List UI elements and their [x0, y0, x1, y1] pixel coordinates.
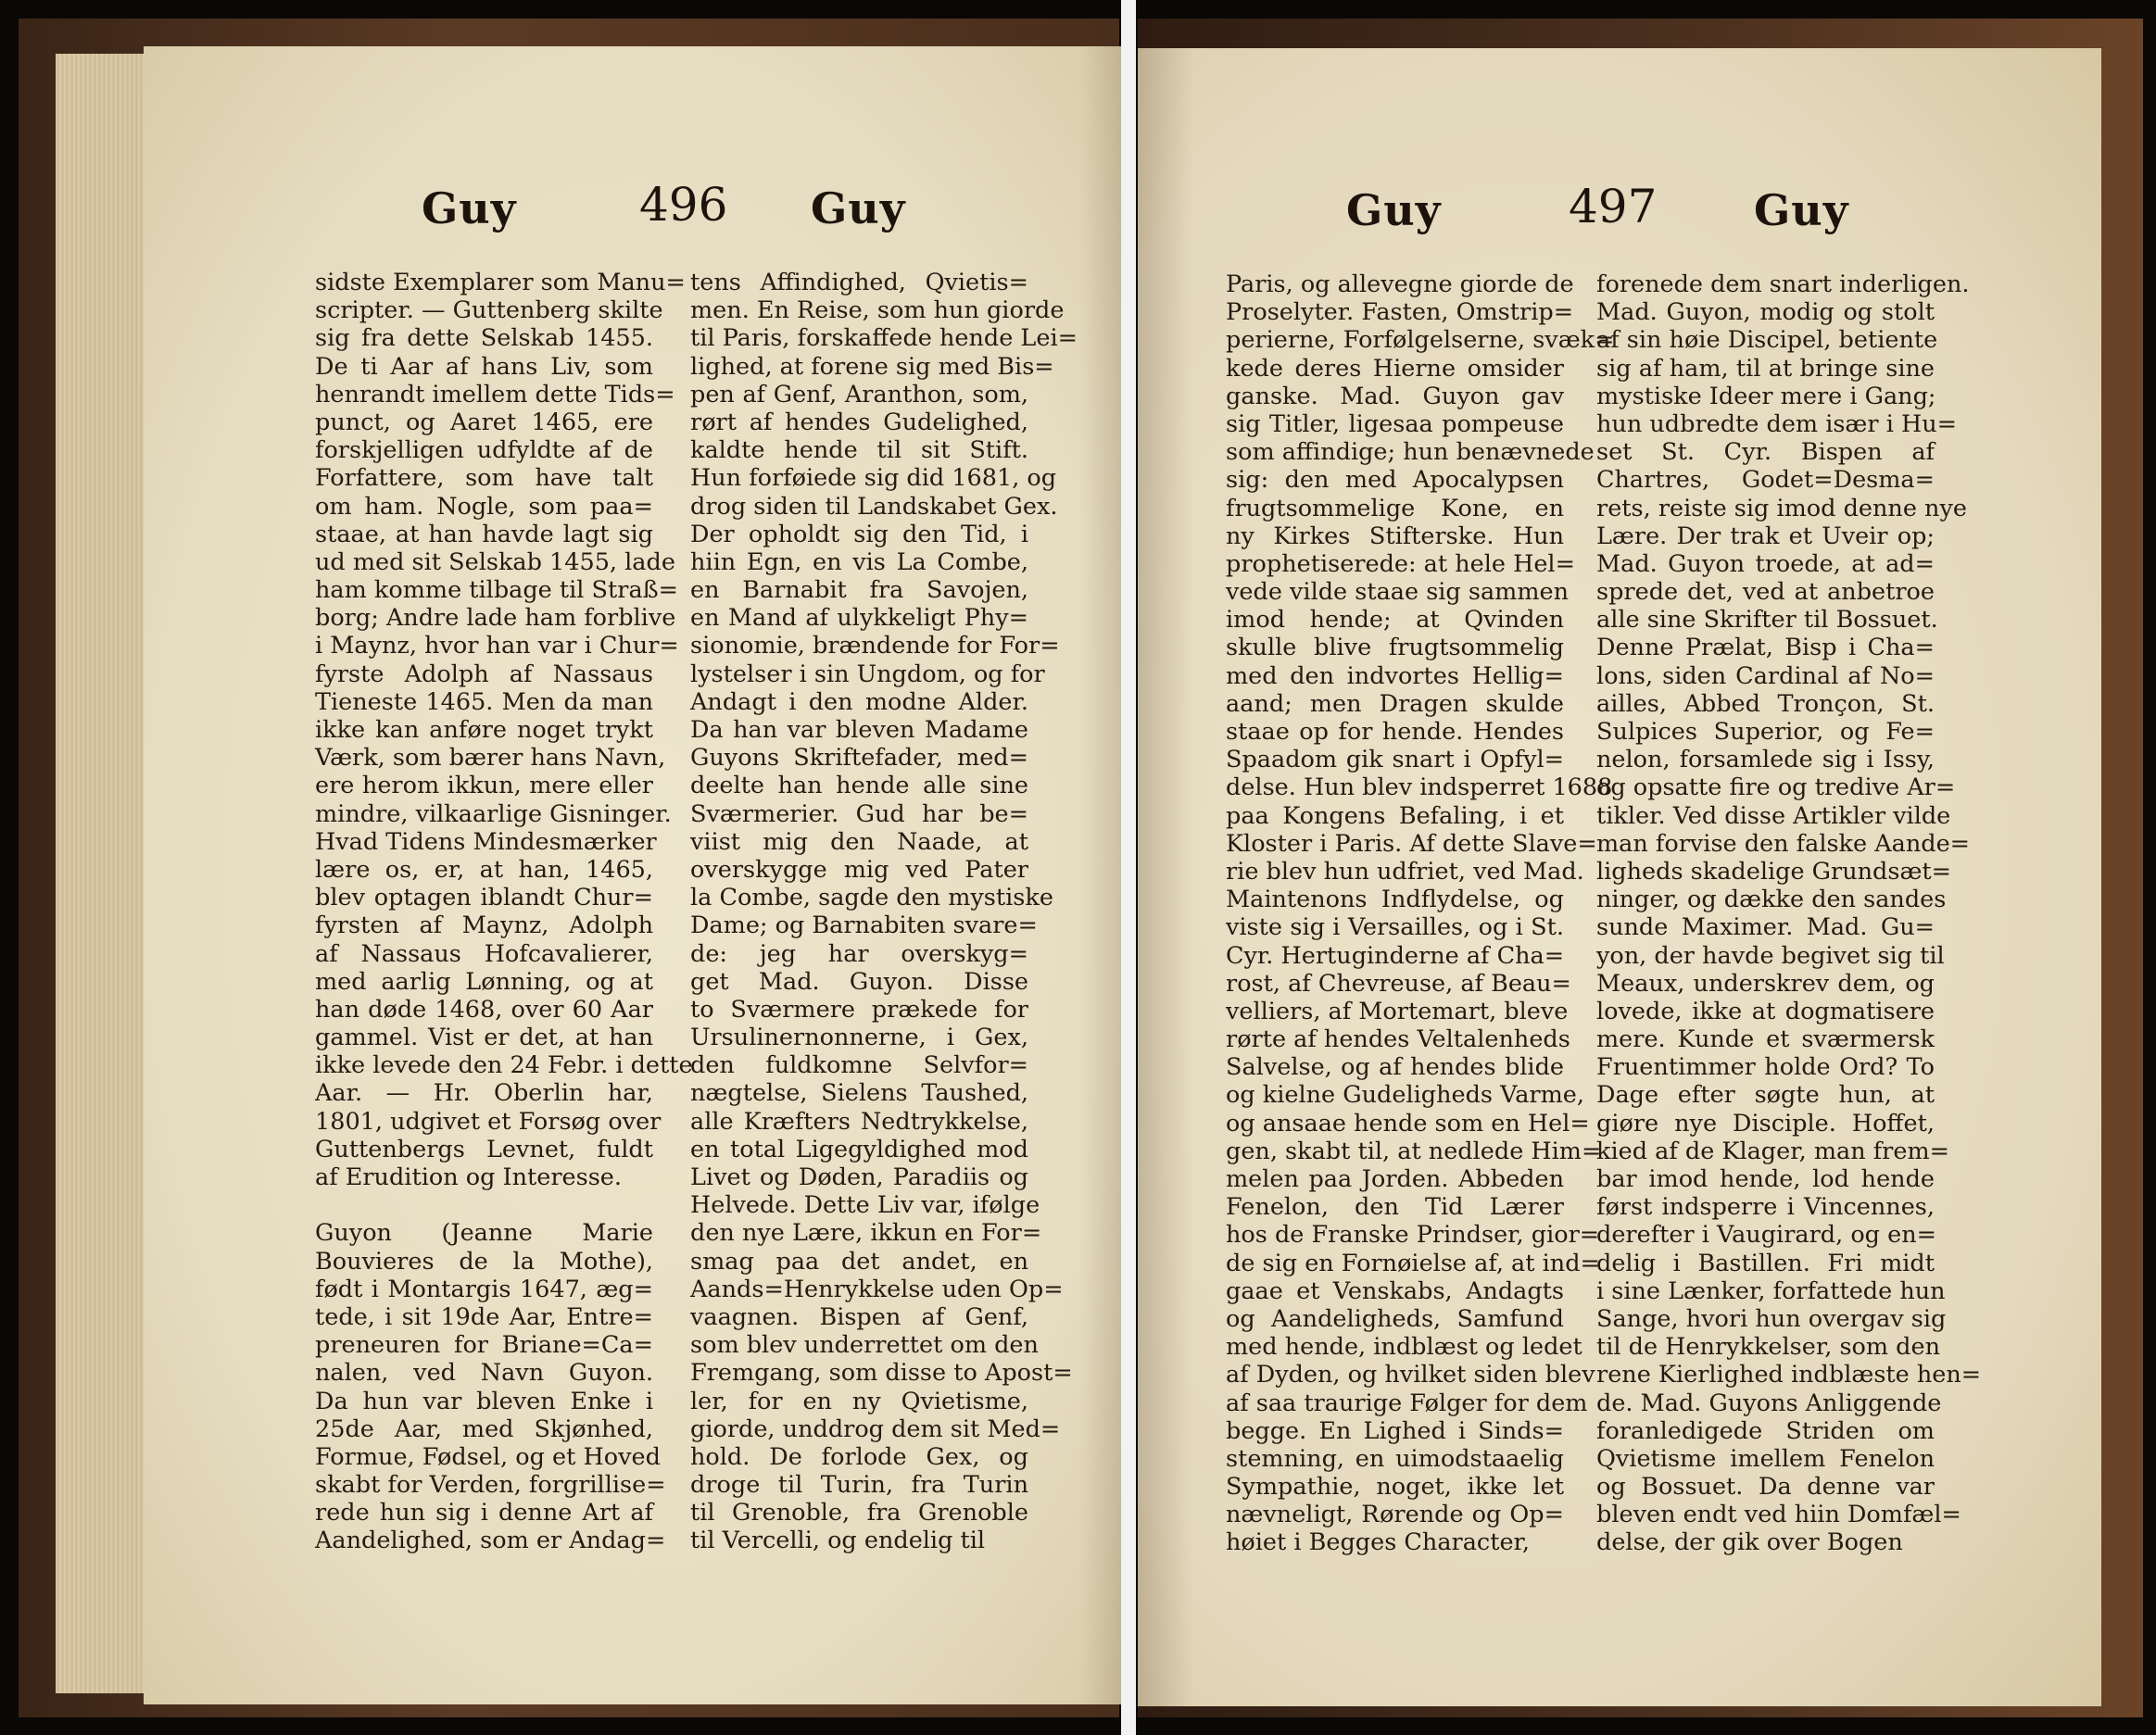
text-line: blev optagen iblandt Chur= [315, 884, 653, 912]
text-line: ler, for en ny Qvietisme, [690, 1387, 1028, 1415]
text-line: Aandelighed, som er Andag= [315, 1527, 666, 1555]
text-line: punct, og Aaret 1465, ere [315, 408, 653, 436]
text-line: begge. En Lighed i Sinds= [1226, 1416, 1564, 1445]
text-line: fyrste Adolph af Nassaus [315, 660, 653, 688]
text-line: en Mand af ulykkeligt Phy= [690, 604, 1028, 633]
text-line: Helvede. Dette Liv var, ifølge [690, 1191, 1040, 1220]
text-line: Sympathie, noget, ikke let [1226, 1473, 1564, 1502]
text-line: gammel. Vist er det, at han [315, 1024, 653, 1052]
text-line: Da hun var bleven Enke i [315, 1387, 653, 1415]
text-line: perierne, Forfølgelserne, svæk= [1226, 326, 1615, 355]
text-line: ny Kirkes Stifterske. Hun [1226, 522, 1564, 550]
text-line: Fruentimmer holde Ord? To [1596, 1053, 1935, 1082]
text-line: preneuren for Briane=Ca= [315, 1331, 653, 1360]
text-line: man forvise den falske Aande= [1596, 829, 1971, 858]
text-line: derefter i Vaugirard, og en= [1596, 1221, 1936, 1250]
right-page [1138, 48, 2101, 1706]
text-line: frugtsommelige Kone, en [1226, 494, 1564, 522]
text-line: af sin høie Discipel, betiente [1596, 326, 1938, 355]
text-line: Livet og Døden, Paradiis og [690, 1163, 1028, 1191]
text-line: en Barnabit fra Savojen, [690, 576, 1028, 605]
text-line: Meaux, underskrev dem, og [1596, 969, 1935, 998]
text-line: paa Kongens Befaling, i et [1226, 801, 1564, 830]
left-column-1 [315, 269, 693, 1555]
scan-divider [1121, 0, 1136, 1735]
text-line: Fenelon, den Tid Lærer [1226, 1193, 1564, 1222]
text-line: sig: den med Apocalypsen [1226, 466, 1564, 495]
text-line: Tieneste 1465. Men da man [315, 687, 653, 716]
text-line: giorde, unddrog dem sit Med= [690, 1414, 1061, 1443]
text-line: foranledigede Striden om [1596, 1416, 1935, 1445]
text-line: henrandt imellem dette Tids= [315, 380, 675, 409]
text-line: forskjelligen udfyldte af de [315, 436, 653, 465]
text-line: ud med sit Selskab 1455, lade [315, 547, 675, 576]
text-line: fyrsten af Maynz, Adolph [315, 912, 653, 940]
text-line: forenede dem snart inderligen. [1596, 270, 1970, 298]
text-line: rørte af hendes Veltalenheds [1226, 1025, 1570, 1054]
text-line: staae op for hende. Hendes [1226, 718, 1564, 746]
text-line: Salvelse, og af hendes blide [1226, 1053, 1564, 1082]
text-line: Formue, Fødsel, og et Hoved [315, 1442, 661, 1471]
text-line: la Combe, sagde den mystiske [690, 884, 1053, 912]
text-line: først indsperre i Vincennes, [1596, 1193, 1935, 1222]
text-line: 25de Aar, med Skjønhed, [315, 1414, 653, 1443]
text-line: med hende, indblæst og ledet [1226, 1333, 1582, 1362]
text-line: Sværmerier. Gud har be= [690, 799, 1028, 828]
text-line: men. En Reise, som hun giorde [690, 296, 1065, 325]
text-line: Ursulinernonnerne, i Gex, [690, 1024, 1028, 1052]
text-line: i sine Lænker, forfattede hun [1596, 1276, 1946, 1305]
text-line: mere. Kunde et sværmersk [1596, 1025, 1935, 1054]
text-line: sionomie, brændende for For= [690, 632, 1060, 660]
text-line: Chartres, Godet=Desma= [1596, 466, 1935, 495]
text-line: Guttenbergs Levnet, fuldt [315, 1135, 653, 1163]
text-line: set St. Cyr. Bispen af [1596, 438, 1935, 467]
gutter-shadow [1138, 48, 1193, 1706]
text-line: rene Kierlighed indblæste hen= [1596, 1361, 1982, 1389]
text-line: født i Montargis 1647, æg= [315, 1275, 653, 1303]
left-header-headword-left: Guy [422, 183, 517, 233]
text-line: viste sig i Versailles, og i St. [1226, 913, 1564, 942]
text-line: gen, skabt til, at nedlede Him= [1226, 1137, 1602, 1165]
right-page-header [1138, 178, 2101, 243]
text-line: Hun forføiede sig did 1681, og [690, 464, 1057, 493]
text-line: Andagt i den modne Alder. [690, 687, 1028, 716]
text-line: Kloster i Paris. Af dette Slave= [1226, 829, 1597, 858]
text-line: aand; men Dragen skulde [1226, 689, 1564, 718]
text-line: giøre nye Disciple. Hoffet, [1596, 1109, 1935, 1138]
text-line: pen af Genf, Aranthon, som, [690, 380, 1028, 409]
text-line: skulle blive frugtsommelig [1226, 634, 1564, 662]
text-line: hun udbredte dem især i Hu= [1596, 409, 1957, 438]
text-line: og Bossuet. Da denne var [1596, 1473, 1935, 1502]
text-line: rede hun sig i denne Art af [315, 1499, 653, 1528]
text-line: mystiske Ideer mere i Gang; [1596, 382, 1936, 410]
text-line: ere herom ikkun, mere eller [315, 772, 653, 800]
text-line: af Dyden, og hvilket siden blev [1226, 1361, 1595, 1389]
text-line: Aands=Henrykkelse uden Op= [690, 1275, 1064, 1303]
text-line: sidste Exemplarer som Manu= [315, 269, 686, 296]
text-line: Dage efter søgte hun, at [1596, 1081, 1935, 1110]
text-line: rost, af Chevreuse, af Beau= [1226, 969, 1571, 998]
text-line: Hvad Tidens Mindesmærker [315, 827, 657, 856]
text-line: Da han var bleven Madame [690, 716, 1028, 744]
text-line: tede, i sit 19de Aar, Entre= [315, 1302, 653, 1331]
text-line [315, 1191, 653, 1219]
text-line: til Vercelli, og endelig til [690, 1527, 986, 1555]
text-line: Sange, hvori hun overgav sig [1596, 1304, 1947, 1333]
text-line: skabt for Verden, forgrillise= [315, 1471, 666, 1500]
text-line: droge til Turin, fra Turin [690, 1471, 1028, 1500]
text-line: Værk, som bærer hans Navn, [315, 744, 666, 773]
text-line: han døde 1468, over 60 Aar [315, 995, 653, 1024]
text-line: ninger, og dække den sandes [1596, 886, 1947, 914]
text-line: bar imod hende, lod hende [1596, 1165, 1935, 1193]
text-line: hold. De forlode Gex, og [690, 1442, 1028, 1471]
text-line: Qvietisme imellem Fenelon [1596, 1444, 1935, 1473]
text-line: tikler. Ved disse Artikler vilde [1596, 801, 1951, 830]
text-line: delig i Bastillen. Fri midt [1596, 1249, 1935, 1277]
text-line: ligheds skadelige Grundsæt= [1596, 857, 1952, 886]
text-line: stemning, en uimodstaaelig [1226, 1444, 1564, 1473]
text-line: Paris, og allevegne giorde de [1226, 270, 1574, 298]
text-line: den nye Lære, ikkun en For= [690, 1219, 1042, 1248]
text-line: 1801, udgivet et Forsøg over [315, 1107, 662, 1136]
text-line: kied af de Klager, man frem= [1596, 1137, 1949, 1165]
text-line: alle Kræfters Nedtrykkelse, [690, 1107, 1028, 1136]
text-line: hiin Egn, en vis La Combe, [690, 547, 1028, 576]
text-line: borg; Andre lade ham forblive [315, 604, 676, 633]
text-line: sig fra dette Selskab 1455. [315, 324, 653, 353]
text-line: vaagnen. Bispen af Genf, [690, 1302, 1028, 1331]
text-line: rets, reiste sig imod denne nye [1596, 494, 1967, 522]
text-line: viist mig den Naade, at [690, 827, 1028, 856]
text-line: Aar. — Hr. Oberlin har, [315, 1079, 653, 1108]
text-line: lons, siden Cardinal af No= [1596, 661, 1935, 690]
text-line: Sulpices Superior, og Fe= [1596, 718, 1935, 746]
text-line: alle sine Skrifter til Bossuet. [1596, 606, 1938, 635]
text-line: i Maynz, hvor han var i Chur= [315, 632, 679, 660]
text-line: overskygge mig ved Pater [690, 855, 1028, 884]
text-line: af saa traurige Følger for dem [1226, 1389, 1588, 1417]
text-line: hos de Franske Prindser, gior= [1226, 1221, 1600, 1250]
text-line: Der opholdt sig den Tid, i [690, 520, 1028, 548]
text-line: ganske. Mad. Guyon gav [1226, 382, 1564, 410]
text-line: get Mad. Guyon. Disse [690, 967, 1028, 996]
text-line: Forfattere, som have talt [315, 464, 653, 493]
text-line: kede deres Hierne omsider [1226, 354, 1564, 383]
text-line: delse, der gik over Bogen [1596, 1528, 1903, 1557]
text-line: høiet i Begges Character, [1226, 1528, 1531, 1557]
text-line: lighed, at forene sig med Bis= [690, 352, 1054, 381]
text-line: ailles, Abbed Tronçon, St. [1596, 689, 1935, 718]
text-line: velliers, af Mortemart, bleve [1226, 997, 1569, 1025]
right-header-headword-right: Guy [1754, 185, 1849, 235]
text-line: tens Affindighed, Qvietis= [690, 269, 1028, 296]
text-line: til Paris, forskaffede hende Lei= [690, 324, 1078, 353]
left-page-number: 496 [639, 178, 728, 232]
text-line: staae, at han havde lagt sig [315, 520, 653, 548]
text-line: lære os, er, at han, 1465, [315, 855, 653, 884]
text-line: sprede det, ved at anbetroe [1596, 578, 1935, 607]
text-line: nalen, ved Navn Guyon. [315, 1359, 653, 1388]
text-line: yon, der havde begivet sig til [1596, 941, 1945, 970]
text-line: Spaadom gik snart i Opfyl= [1226, 746, 1564, 774]
text-line: som affindige; hun benævnede [1226, 438, 1595, 467]
text-line: lovede, ikke at dogmatisere [1596, 997, 1935, 1025]
text-line: Proselyter. Fasten, Omstrip= [1226, 298, 1574, 327]
text-line: Fremgang, som disse to Apost= [690, 1359, 1073, 1388]
text-line: ikke kan anføre noget trykt [315, 716, 653, 744]
text-line: Dame; og Barnabiten svare= [690, 912, 1038, 940]
text-line: rie blev hun udfriet, ved Mad. [1226, 857, 1584, 886]
text-line: Cyr. Hertuginderne af Cha= [1226, 941, 1565, 970]
text-line: og opsatte fire og tredive Ar= [1596, 773, 1956, 802]
text-line: og kielne Gudeligheds Varme, [1226, 1081, 1584, 1110]
text-line: de: jeg har overskyg= [690, 939, 1028, 968]
text-line: lystelser i sin Ungdom, og for [690, 660, 1045, 688]
text-line: en total Ligegyldighed mod [690, 1135, 1028, 1163]
text-line: som blev underrettet om den [690, 1331, 1039, 1360]
text-line: scripter. — Guttenberg skilte [315, 296, 663, 325]
text-line: den fuldkomne Selvfor= [690, 1051, 1028, 1080]
text-line: sunde Maximer. Mad. Gu= [1596, 913, 1935, 942]
text-line: prophetiserede: at hele Hel= [1226, 549, 1575, 578]
text-line: om ham. Nogle, som paa= [315, 492, 653, 521]
text-line: nævneligt, Rørende og Op= [1226, 1501, 1564, 1529]
left-header-headword-right: Guy [811, 183, 906, 233]
text-line: ham komme tilbage til Straß= [315, 576, 679, 605]
text-line: og ansaae hende som en Hel= [1226, 1109, 1590, 1138]
text-line: De ti Aar af hans Liv, som [315, 352, 653, 381]
text-line: nelon, forsamlede sig i Issy, [1596, 746, 1935, 774]
right-column-1 [1226, 270, 1615, 1557]
text-line: nægtelse, Sielens Taushed, [690, 1079, 1028, 1108]
text-line: kaldte hende til sit Stift. [690, 436, 1028, 465]
right-page-scan [1138, 19, 2143, 1717]
text-line: og Aandeligheds, Samfund [1226, 1304, 1564, 1333]
text-line: ikke levede den 24 Febr. i dette [315, 1051, 693, 1080]
left-page-header [144, 176, 1135, 241]
text-line: gaae et Venskabs, Andagts [1226, 1276, 1564, 1305]
text-line: drog siden til Landskabet Gex. [690, 492, 1058, 521]
right-page-number: 497 [1569, 180, 1658, 233]
text-line: af Nassaus Hofcavalierer, [315, 939, 653, 968]
right-column-2 [1596, 270, 1982, 1557]
text-line: rørt af hendes Gudelighed, [690, 408, 1028, 436]
text-line: Denne Prælat, Bisp i Cha= [1596, 634, 1935, 662]
text-line: til de Henrykkelser, som den [1596, 1333, 1941, 1362]
text-line: Maintenons Indflydelse, og [1226, 886, 1564, 914]
text-line: smag paa det andet, en [690, 1247, 1028, 1276]
text-line: sig af ham, til at bringe sine [1596, 354, 1935, 383]
text-line: imod hende; at Qvinden [1226, 606, 1564, 635]
text-line: Guyons Skriftefader, med= [690, 744, 1028, 773]
text-line: to Sværmere prækede for [690, 995, 1028, 1024]
text-line: de sig en Fornøielse af, at ind= [1226, 1249, 1600, 1277]
text-line: bleven endt ved hiin Domfæl= [1596, 1501, 1961, 1529]
text-line: Mad. Guyon troede, at ad= [1596, 549, 1935, 578]
left-column-2 [690, 269, 1078, 1555]
text-line: delse. Hun blev indsperret 1688 [1226, 773, 1613, 802]
text-line: Lære. Der trak et Uveir op; [1596, 522, 1935, 550]
left-page [144, 46, 1135, 1704]
text-line: mindre, vilkaarlige Gisninger. [315, 799, 672, 828]
text-line: til Grenoble, fra Grenoble [690, 1499, 1028, 1528]
text-line: med den indvortes Hellig= [1226, 661, 1564, 690]
text-line: deelte han hende alle sine [690, 772, 1028, 800]
text-line: Bouvieres de la Mothe), [315, 1247, 653, 1276]
text-line: sig Titler, ligesaa pompeuse [1226, 409, 1564, 438]
text-line: af Erudition og Interesse. [315, 1163, 623, 1191]
text-line: vede vilde staae sig sammen [1226, 578, 1570, 607]
left-page-scan [19, 19, 1119, 1717]
text-line: melen paa Jorden. Abbeden [1226, 1165, 1564, 1193]
text-line: Guyon (Jeanne Marie [315, 1219, 653, 1248]
text-line: med aarlig Lønning, og at [315, 967, 653, 996]
right-header-headword-left: Guy [1346, 185, 1442, 235]
text-line: de. Mad. Guyons Anliggende [1596, 1389, 1942, 1417]
text-line: Mad. Guyon, modig og stolt [1596, 298, 1935, 327]
